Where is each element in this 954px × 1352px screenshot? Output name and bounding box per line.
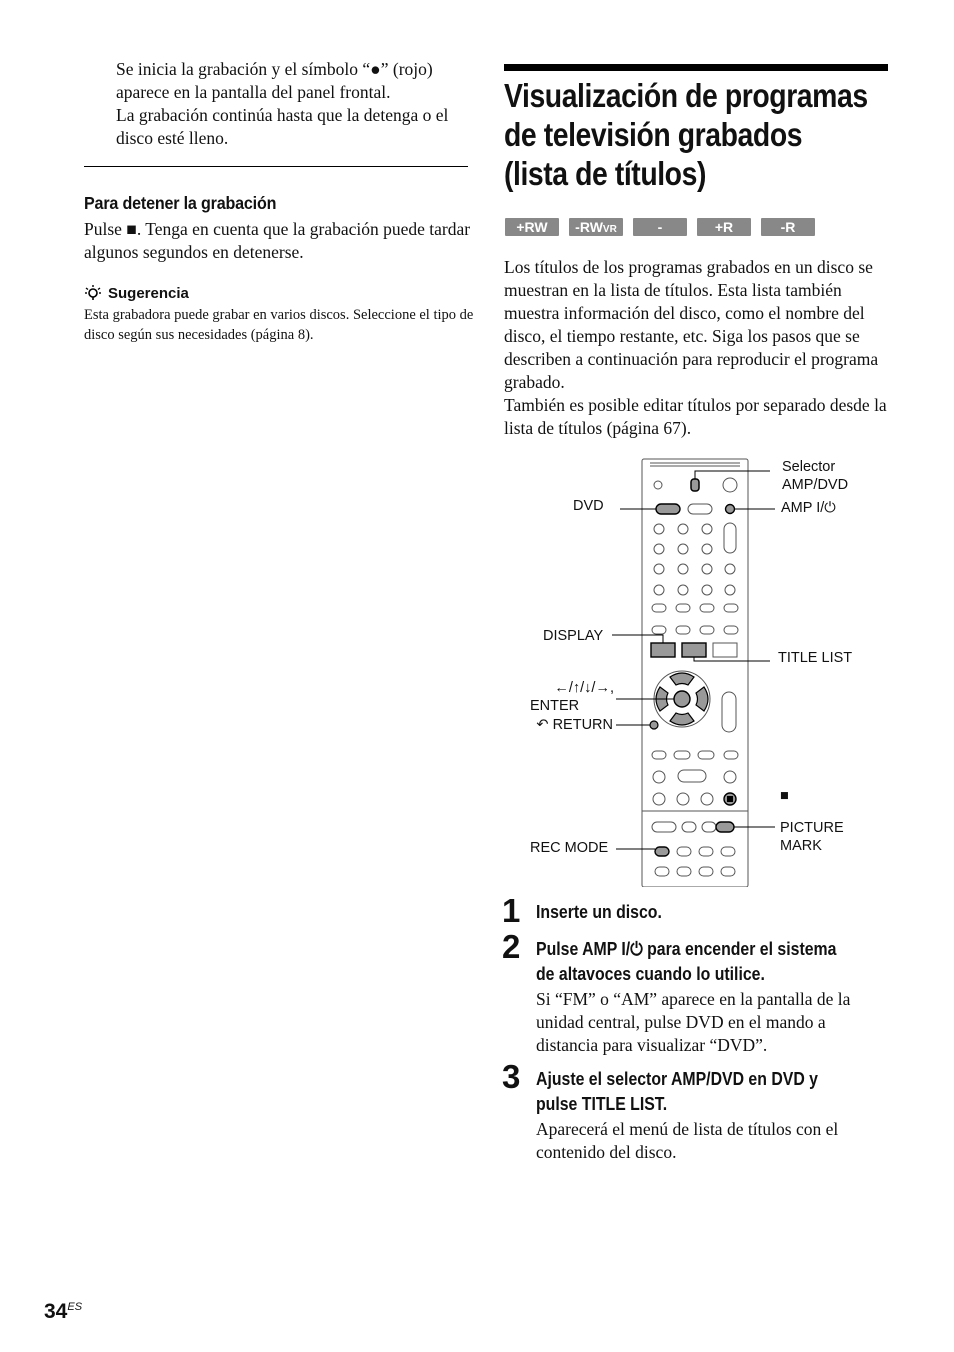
label-picture-mark: PICTURE MARK <box>780 820 844 854</box>
badge-minus-rw-vr: -RWVR <box>569 218 623 236</box>
step-1-heading: Inserte un disco. <box>536 902 662 922</box>
title-line-3: (lista de títulos) <box>504 155 706 192</box>
lightbulb-icon <box>84 284 102 302</box>
intro-line-1: Se inicia la grabación y el símbolo “●” (rojo) aparece en la pantalla del panel frontal. <box>116 59 433 102</box>
label-rec-mode: REC MODE <box>530 840 609 856</box>
page-number: $34^{ES}$ <box>44 1300 83 1323</box>
title-rule <box>504 64 888 71</box>
step-3-number: 3 <box>502 1058 521 1095</box>
stop-text: Pulse ■. Tenga en cuenta que la grabación puede tardar algunos segundos en detenerse. <box>84 219 471 262</box>
step-3-body: Aparecerá el menú de lista de títulos con el contenido del disco. <box>536 1119 839 1162</box>
label-selector: Selector AMP/DVD <box>782 459 849 493</box>
label-display: DISPLAY <box>543 628 604 644</box>
title-line-2: de televisión grabados <box>504 116 803 153</box>
disc-badges <box>505 218 815 253</box>
divider <box>84 166 468 167</box>
badge-minus-rw-video: -RWVideo <box>633 218 687 236</box>
intro-text <box>116 58 476 150</box>
label-return: ↶ RETURN <box>536 717 613 733</box>
step-2-number: 2 <box>502 928 521 965</box>
stop-heading: Para detener la grabación <box>84 193 277 213</box>
badge-plus-rw: +RW <box>505 218 559 236</box>
body-text <box>504 256 894 440</box>
label-stop: ■ <box>780 788 789 804</box>
remote-figure <box>520 455 880 887</box>
label-arrows: ←/↑/↓/→, <box>554 680 614 696</box>
intro-line-2: La grabación continúa hasta que la detenga o el disco esté lleno. <box>116 105 449 148</box>
label-dvd: DVD <box>573 498 604 514</box>
page-title <box>504 76 868 193</box>
badge-plus-r: +R <box>697 218 751 236</box>
body-paragraph-2: También es posible editar títulos por separado desde la lista de títulos (página 67). <box>504 395 887 438</box>
badge-minus-r: -R <box>761 218 815 236</box>
label-title-list: TITLE LIST <box>778 650 853 666</box>
step-2-body: Si “FM” o “AM” aparece en la pantalla de la unidad central, pulse DVD en el mando a distancia para visualizar “DVD”. <box>536 989 851 1055</box>
body-paragraph-1: Los títulos de los programas grabados en un disco se muestran en la lista de títulos. Esta lista también muestra información del disco, como el nombre del disco, el tiempo restante, etc. Siga los pasos que se describen a continuación para reproducir el programa grabado. <box>504 257 879 392</box>
tip-heading <box>84 284 189 302</box>
label-amp: AMP I/⏻ <box>781 500 836 516</box>
step-2-heading: Pulse AMP I/⏻ para encender el sistema de altavoces cuando lo utilice. <box>536 939 837 984</box>
label-enter: ENTER <box>530 698 580 714</box>
title-line-1: Visualización de programas <box>504 77 868 114</box>
tip-text: Esta grabadora puede grabar en varios discos. Seleccione el tipo de disco según sus necesidades (página 8). <box>84 307 474 343</box>
step-3-heading: Ajuste el selector AMP/DVD en DVD y pulse TITLE LIST. <box>536 1069 818 1114</box>
tip-label: Sugerencia <box>108 284 189 302</box>
step-1-number: 1 <box>502 892 521 929</box>
